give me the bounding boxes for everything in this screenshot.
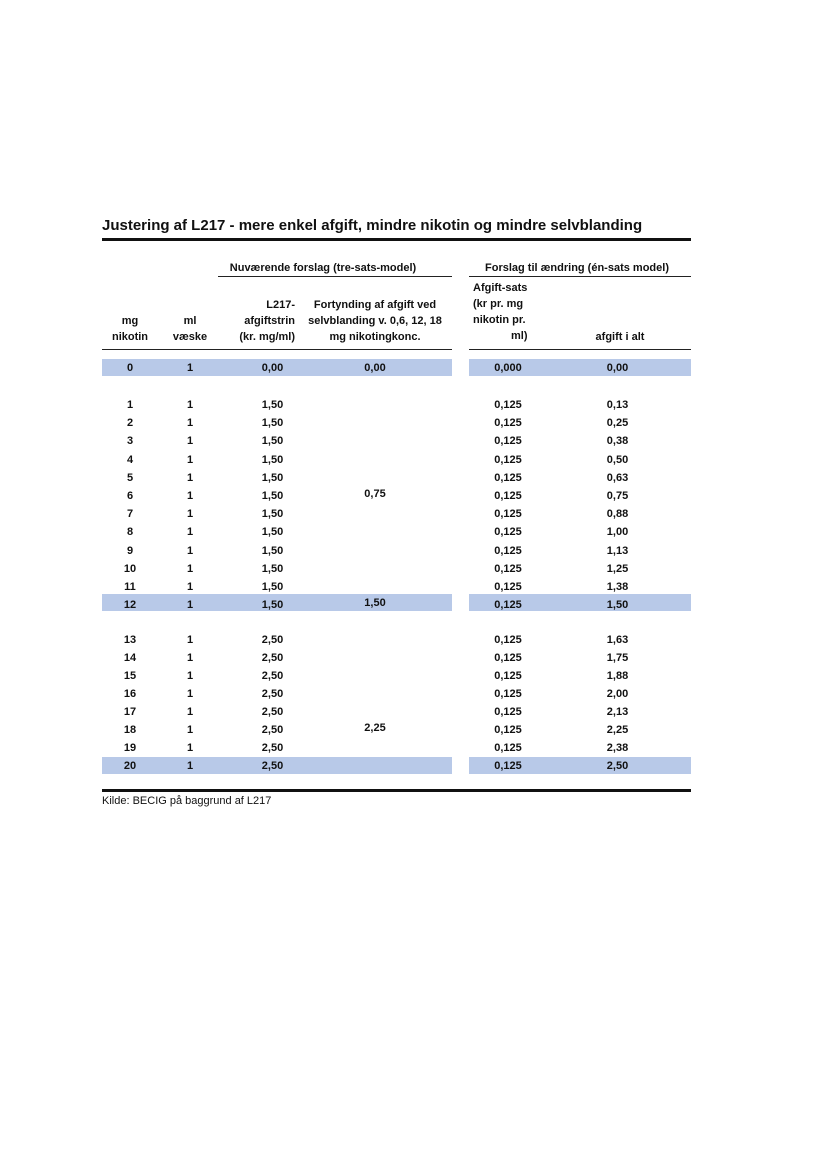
cell-l217: 2,50 bbox=[261, 670, 284, 682]
cell-mg: 17 bbox=[123, 706, 137, 718]
table-row bbox=[0, 396, 827, 414]
cell-ml: 1 bbox=[186, 581, 194, 593]
cell-mg: 11 bbox=[124, 581, 136, 593]
table-row bbox=[0, 739, 827, 757]
dilution-value-range-1-11: 0,75 bbox=[364, 488, 386, 500]
cell-ml: 1 bbox=[186, 490, 194, 502]
cell-total: 1,88 bbox=[606, 670, 629, 682]
cell-mg: 1 bbox=[126, 399, 134, 411]
cell-mg: 3 bbox=[126, 435, 134, 448]
table-row bbox=[0, 560, 827, 578]
cell-ml: 1 bbox=[186, 417, 194, 430]
cell-ml: 1 bbox=[186, 362, 194, 374]
cell-mg: 0 bbox=[126, 362, 134, 374]
group-underline-proposal bbox=[469, 276, 691, 277]
col-header-ml-line1: ml bbox=[183, 315, 197, 327]
cell-ml: 1 bbox=[186, 599, 194, 612]
cell-total: 0,63 bbox=[606, 471, 629, 484]
bottom-rule bbox=[102, 789, 691, 792]
cell-l217: 1,50 bbox=[261, 435, 284, 448]
cell-l217: 1,50 bbox=[261, 544, 284, 557]
cell-mg: 19 bbox=[123, 742, 137, 754]
table-row bbox=[0, 505, 827, 523]
cell-total: 0,00 bbox=[606, 362, 629, 374]
cell-rate: 0,125 bbox=[494, 742, 522, 754]
table-row bbox=[0, 685, 827, 703]
cell-mg: 4 bbox=[126, 453, 134, 466]
cell-mg: 8 bbox=[126, 526, 134, 539]
cell-l217: 2,50 bbox=[261, 724, 284, 736]
cell-ml: 1 bbox=[186, 453, 194, 466]
cell-ml: 1 bbox=[186, 544, 194, 557]
col-header-mg-line2: nikotin bbox=[111, 331, 149, 343]
cell-l217: 1,50 bbox=[261, 526, 284, 539]
dilution-value-0mg: 0,00 bbox=[364, 362, 386, 374]
cell-mg: 15 bbox=[123, 670, 137, 682]
cell-l217: 1,50 bbox=[261, 471, 284, 484]
cell-rate: 0,125 bbox=[494, 562, 522, 575]
cell-mg: 6 bbox=[126, 490, 134, 502]
cell-total: 1,38 bbox=[606, 581, 629, 593]
col-header-ml bbox=[165, 313, 215, 345]
cell-total: 0,13 bbox=[606, 399, 629, 411]
cell-rate: 0,125 bbox=[494, 471, 522, 484]
cell-mg: 16 bbox=[123, 688, 137, 700]
cell-l217: 1,50 bbox=[261, 417, 284, 430]
top-rule bbox=[102, 238, 691, 241]
cell-mg: 14 bbox=[123, 652, 137, 664]
cell-rate: 0,125 bbox=[494, 634, 522, 646]
cell-ml: 1 bbox=[186, 724, 194, 736]
cell-rate: 0,125 bbox=[494, 581, 522, 593]
cell-ml: 1 bbox=[186, 652, 194, 664]
table-row bbox=[0, 542, 827, 560]
cell-rate: 0,125 bbox=[494, 652, 522, 664]
cell-rate: 0,125 bbox=[494, 490, 522, 502]
cell-total: 0,75 bbox=[606, 490, 629, 502]
cell-ml: 1 bbox=[186, 670, 194, 682]
col-header-l217-line1: L217- bbox=[266, 299, 295, 311]
cell-rate: 0,125 bbox=[494, 670, 522, 682]
col-header-mg bbox=[105, 313, 155, 345]
col-header-rate-line3: nikotin pr. bbox=[473, 314, 526, 326]
source-note: Kilde: BECIG på baggrund af L217 bbox=[102, 795, 272, 807]
col-header-rate-line1: Afgift-sats bbox=[473, 282, 528, 294]
group-header-current: Nuværende forslag (tre-sats-model) bbox=[229, 262, 417, 274]
cell-l217: 2,50 bbox=[261, 760, 284, 772]
col-header-rate-line2: (kr pr. mg bbox=[473, 298, 524, 310]
cell-rate: 0,125 bbox=[494, 688, 522, 700]
col-header-rate-line4: ml) bbox=[511, 330, 528, 342]
cell-ml: 1 bbox=[186, 688, 194, 700]
cell-total: 0,50 bbox=[606, 453, 629, 466]
col-header-ml-line2: væske bbox=[172, 331, 208, 343]
cell-l217: 0,00 bbox=[261, 362, 284, 374]
cell-total: 2,00 bbox=[606, 688, 629, 700]
cell-ml: 1 bbox=[186, 471, 194, 484]
cell-mg: 2 bbox=[126, 417, 134, 430]
cell-l217: 1,50 bbox=[261, 453, 284, 466]
header-rule-left bbox=[102, 349, 452, 350]
cell-rate: 0,125 bbox=[494, 399, 522, 411]
cell-rate: 0,125 bbox=[494, 760, 522, 772]
header-rule-right bbox=[469, 349, 691, 350]
table-row bbox=[0, 631, 827, 649]
cell-l217: 2,50 bbox=[261, 634, 284, 646]
cell-l217: 1,50 bbox=[261, 490, 284, 502]
col-header-l217-line3: (kr. mg/ml) bbox=[239, 331, 295, 343]
cell-rate: 0,125 bbox=[494, 706, 522, 718]
cell-rate: 0,125 bbox=[494, 508, 522, 521]
cell-mg: 7 bbox=[126, 508, 134, 521]
cell-l217: 2,50 bbox=[261, 652, 284, 664]
cell-rate: 0,125 bbox=[494, 599, 522, 612]
cell-l217: 1,50 bbox=[261, 508, 284, 521]
cell-l217: 2,50 bbox=[261, 742, 284, 754]
cell-total: 2,25 bbox=[606, 724, 629, 736]
col-header-l217 bbox=[225, 297, 295, 345]
col-header-l217-line2: afgiftstrin bbox=[244, 315, 295, 327]
cell-total: 0,25 bbox=[606, 417, 629, 430]
cell-mg: 12 bbox=[123, 599, 137, 612]
cell-rate: 0,125 bbox=[494, 453, 522, 466]
cell-ml: 1 bbox=[186, 399, 194, 411]
cell-l217: 2,50 bbox=[261, 706, 284, 718]
col-header-dilution bbox=[297, 297, 453, 345]
cell-mg: 10 bbox=[123, 562, 137, 575]
cell-total: 2,50 bbox=[606, 760, 629, 772]
dilution-value-12mg: 1,50 bbox=[364, 597, 386, 609]
table-row bbox=[0, 757, 827, 775]
cell-l217: 2,50 bbox=[261, 688, 284, 700]
cell-rate: 0,125 bbox=[494, 526, 522, 539]
cell-total: 0,38 bbox=[606, 435, 629, 448]
table-row bbox=[0, 432, 827, 450]
cell-ml: 1 bbox=[186, 706, 194, 718]
dilution-value-range-13-20: 2,25 bbox=[364, 722, 386, 734]
cell-ml: 1 bbox=[186, 526, 194, 539]
cell-rate: 0,125 bbox=[494, 435, 522, 448]
cell-l217: 1,50 bbox=[261, 581, 284, 593]
col-header-mg-line1: mg bbox=[121, 315, 139, 327]
cell-total: 1,50 bbox=[606, 599, 629, 612]
cell-ml: 1 bbox=[186, 562, 194, 575]
cell-l217: 1,50 bbox=[261, 599, 284, 612]
cell-mg: 5 bbox=[126, 471, 134, 484]
cell-total: 1,13 bbox=[606, 544, 629, 557]
cell-mg: 20 bbox=[123, 760, 137, 772]
table-row bbox=[0, 649, 827, 667]
cell-ml: 1 bbox=[186, 634, 194, 646]
group-underline-current bbox=[218, 276, 452, 277]
cell-mg: 18 bbox=[123, 724, 137, 736]
cell-ml: 1 bbox=[186, 760, 194, 772]
group-header-proposal: Forslag til ændring (én-sats model) bbox=[485, 262, 669, 274]
cell-ml: 1 bbox=[186, 508, 194, 521]
cell-mg: 13 bbox=[123, 634, 137, 646]
cell-l217: 1,50 bbox=[261, 399, 284, 411]
cell-total: 1,00 bbox=[606, 526, 629, 539]
cell-ml: 1 bbox=[186, 742, 194, 754]
cell-rate: 0,000 bbox=[494, 362, 522, 374]
col-header-dilution-line3: mg nikotingkonc. bbox=[329, 331, 421, 343]
cell-mg: 9 bbox=[126, 544, 134, 557]
cell-rate: 0,125 bbox=[494, 417, 522, 430]
cell-total: 1,75 bbox=[606, 652, 629, 664]
col-header-total: afgift i alt bbox=[595, 331, 645, 343]
table-row bbox=[0, 414, 827, 432]
table-row bbox=[0, 451, 827, 469]
table-title: Justering af L217 - mere enkel afgift, mindre nikotin og mindre selvblanding bbox=[102, 217, 643, 234]
cell-total: 1,63 bbox=[606, 634, 629, 646]
table-row bbox=[0, 667, 827, 685]
cell-total: 1,25 bbox=[606, 562, 629, 575]
col-header-rate bbox=[473, 280, 543, 344]
cell-l217: 1,50 bbox=[261, 562, 284, 575]
col-header-dilution-line2: selvblanding v. 0,6, 12, 18 bbox=[308, 315, 442, 327]
cell-total: 2,38 bbox=[606, 742, 629, 754]
table-row bbox=[0, 523, 827, 541]
cell-rate: 0,125 bbox=[494, 724, 522, 736]
col-header-dilution-line1: Fortynding af afgift ved bbox=[313, 299, 437, 311]
cell-ml: 1 bbox=[186, 435, 194, 448]
cell-total: 2,13 bbox=[606, 706, 629, 718]
cell-rate: 0,125 bbox=[494, 544, 522, 557]
cell-total: 0,88 bbox=[606, 508, 629, 521]
